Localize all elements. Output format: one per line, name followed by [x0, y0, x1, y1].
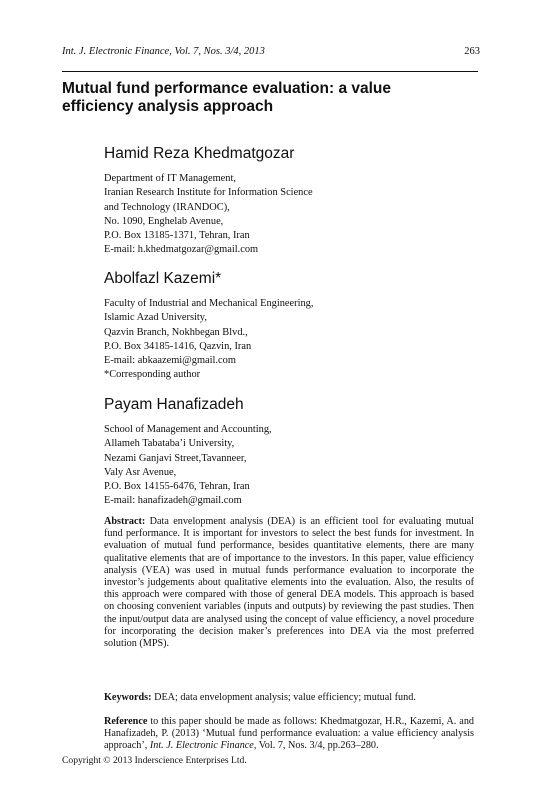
- affiliation-line: Iranian Research Institute for Information Science: [104, 187, 313, 199]
- affiliation-line: P.O. Box 34185-1416, Qazvin, Iran: [104, 340, 252, 352]
- affiliation-line: No. 1090, Enghelab Avenue,: [104, 215, 224, 227]
- affiliation-line: Islamic Azad University,: [104, 312, 207, 324]
- affiliation-line: Qazvin Branch, Nokhbegan Blvd.,: [104, 326, 248, 338]
- author-name: Payam Hanafizadeh: [104, 396, 244, 413]
- header-rule: [62, 71, 478, 72]
- author-affiliation: [104, 297, 313, 383]
- affiliation-line: School of Management and Accounting,: [104, 424, 272, 435]
- author-name: Hamid Reza Khedmatgozar: [104, 145, 295, 162]
- abstract-text: Data envelopment analysis (DEA) is an efficient tool for evaluating mutual fund performance. It is important for investors to select the best funds for investment. In evaluation of mutual fund performance, besides quantitative elements, there are many qualitative elements that are of importance to the investors. In this paper, value efficiency analysis (VEA) was used in mutual funds performance evaluation to incorporate the investor’s judgements about qualitative elements into the evaluation. Also, the results of this approach were compared with those of general DEA models. This approach is based on choosing convenient variables (inputs and outputs) by reviewing the past studies. Then the input/output data are analysed using the concept of value efficiency, a novel procedure for incorporating the decision maker’s preferences into DEA via the most preferred solution (MPS).: [104, 516, 475, 650]
- affiliation-line: P.O. Box 13185-1371, Tehran, Iran: [104, 230, 250, 242]
- author-email: E-mail: hanafizadeh@gmail.com: [104, 495, 242, 507]
- journal-citation: Int. J. Electronic Finance, Vol. 7, Nos. 3/4, 2013: [62, 46, 265, 57]
- author-name: Abolfazl Kazemi*: [104, 270, 222, 287]
- affiliation-line: Faculty of Industrial and Mechanical Engineering,: [104, 298, 314, 309]
- affiliation-line: Valy Asr Avenue,: [104, 466, 177, 478]
- reference-text-end: , Vol. 7, Nos. 3/4, pp.263–280.: [253, 740, 379, 752]
- abstract-label: Abstract:: [104, 516, 146, 527]
- reference-text: to this paper should be made as follows: Khedmatgozar, H.R., Kazemi, A. and Hanafizadeh, P. (2013) ‘Mutual fund performance evaluation: a value efficiency analysis approach’,: [104, 716, 475, 752]
- page-number: 263: [464, 46, 480, 57]
- keywords-text: DEA; data envelopment analysis; value efficiency; mutual fund.: [154, 692, 416, 703]
- affiliation-line: Department of IT Management,: [104, 173, 236, 184]
- affiliation-line: Nezami Ganjavi Street,Tavanneer,: [104, 452, 247, 464]
- corresponding-author-note: *Corresponding author: [104, 369, 201, 381]
- author-affiliation: [104, 423, 272, 509]
- running-header: [62, 46, 480, 57]
- reference-label: Reference: [104, 716, 148, 727]
- author-affiliation: [104, 172, 313, 258]
- paper-title: Mutual fund performance evaluation: a value efficiency analysis approach: [62, 80, 392, 115]
- affiliation-line: Allameh Tabataba’i University,: [104, 438, 235, 450]
- author-email: E-mail: h.khedmatgozar@gmail.com: [104, 244, 259, 256]
- reference-journal: Int. J. Electronic Finance: [149, 740, 254, 752]
- keywords: [104, 692, 474, 704]
- affiliation-line: P.O. Box 14155-6476, Tehran, Iran: [104, 481, 250, 493]
- copyright-notice: Copyright © 2013 Inderscience Enterprises Ltd.: [62, 755, 247, 766]
- abstract: [104, 516, 474, 650]
- author-email: E-mail: abkaazemi@gmail.com: [104, 355, 236, 367]
- affiliation-line: and Technology (IRANDOC),: [104, 201, 230, 213]
- reference: [104, 716, 474, 753]
- keywords-label: Keywords:: [104, 692, 152, 703]
